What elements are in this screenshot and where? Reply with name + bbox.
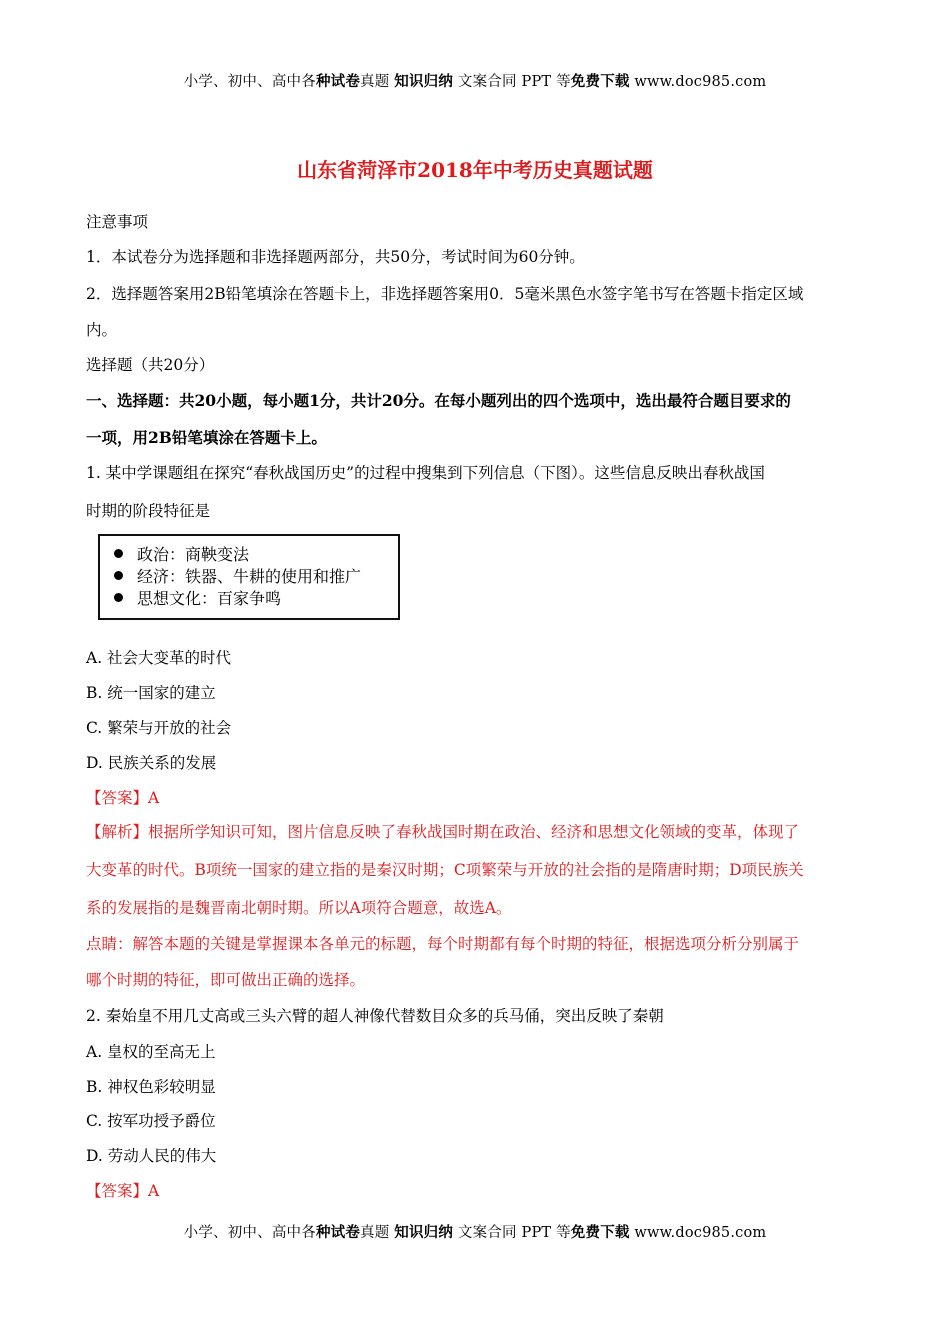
q1-tip: 点睛：解答本题的关键是掌握课本各单元的标题，每个时期都有每个时期的特征，根据选项分析分别属于 <box>86 935 800 953</box>
q2-option-d: D. 劳动人民的伟大 <box>86 1147 217 1165</box>
q1-stem: 1. 某中学课题组在探究“春秋战国历史”的过程中搜集到下列信息（下图）。这些信息反映出春秋战国 <box>86 464 765 482</box>
info-item <box>114 542 249 565</box>
bullet-icon <box>114 571 123 580</box>
q1-tip-cont: 哪个时期的特征，即可做出正确的选择。 <box>86 971 366 989</box>
q1-analysis-cont: 系的发展指的是魏晋南北朝时期。所以A项符合题意，故选A。 <box>86 899 512 917</box>
footer-text: 小学、初中、高中各 <box>183 1225 316 1241</box>
section-label: 选择题（共20分） <box>86 356 215 374</box>
bullet-icon <box>114 593 123 602</box>
footer-text: 知识归纳 <box>394 1224 454 1241</box>
info-item <box>114 586 281 609</box>
footer-site: www.doc985.com <box>629 1225 767 1241</box>
q2-answer: 【答案】A <box>86 1182 160 1200</box>
section-instruction-cont: 一项，用2B铅笔填涂在答题卡上。 <box>86 428 327 447</box>
header-text: 种试卷 <box>315 73 361 90</box>
footer-text: 免费下载 <box>570 1224 630 1241</box>
q1-stem-cont: 时期的阶段特征是 <box>86 502 211 520</box>
q2-stem: 2. 秦始皇不用几丈高或三头六臂的超人神像代替数目众多的兵马俑，突出反映了秦朝 <box>86 1007 664 1025</box>
notice-item-2: 2．选择题答案用2B铅笔填涂在答题卡上，非选择题答案用0．5毫米黑色水签字笔书写在答题卡指定区域 <box>86 285 804 303</box>
footer-text: 真题 <box>360 1225 395 1241</box>
q1-analysis-cont: 大变革的时代。B项统一国家的建立指的是秦汉时期；C项繁荣与开放的社会指的是隋唐时期；D项民族关 <box>86 861 804 879</box>
header-text: 文案合同 PPT 等 <box>453 74 571 90</box>
info-item <box>114 564 361 587</box>
notice-item-2-cont: 内。 <box>86 321 118 339</box>
q1-info-box <box>98 534 400 620</box>
q2-option-a: A. 皇权的至高无上 <box>86 1043 216 1061</box>
q2-option-c: C. 按军功授予爵位 <box>86 1112 216 1130</box>
info-item-text: 思想文化：百家争鸣 <box>137 589 282 608</box>
page-header <box>0 70 950 91</box>
header-text: 免费下载 <box>570 73 630 90</box>
section-instruction: 一、选择题：共20小题，每小题1分，共计20分。在每小题列出的四个选项中，选出最符合题目要求的 <box>86 391 791 410</box>
notice-heading: 注意事项 <box>86 213 149 231</box>
bullet-icon <box>114 549 123 558</box>
q1-analysis: 【解析】根据所学知识可知，图片信息反映了春秋战国时期在政治、经济和思想文化领域的变革，体现了 <box>86 823 800 841</box>
notice-item-1: 1．本试卷分为选择题和非选择题两部分，共50分，考试时间为60分钟。 <box>86 248 585 266</box>
info-item-text: 经济：铁器、牛耕的使用和推广 <box>137 567 362 586</box>
info-item-text: 政治：商鞅变法 <box>137 545 250 564</box>
header-text: 小学、初中、高中各 <box>183 74 316 90</box>
page-title: 山东省菏泽市2018年中考历史真题试题 <box>297 158 653 182</box>
q1-option-d: D. 民族关系的发展 <box>86 754 217 772</box>
q1-answer: 【答案】A <box>86 789 160 807</box>
header-text: 真题 <box>360 74 395 90</box>
footer-text: 文案合同 PPT 等 <box>453 1225 571 1241</box>
q2-option-b: B. 神权色彩较明显 <box>86 1078 216 1096</box>
footer-text: 种试卷 <box>315 1224 361 1241</box>
header-text: 知识归纳 <box>394 73 454 90</box>
q1-option-c: C. 繁荣与开放的社会 <box>86 719 232 737</box>
q1-option-a: A. 社会大变革的时代 <box>86 649 232 667</box>
header-site: www.doc985.com <box>629 74 767 90</box>
q1-option-b: B. 统一国家的建立 <box>86 684 216 702</box>
page-footer <box>0 1221 950 1242</box>
